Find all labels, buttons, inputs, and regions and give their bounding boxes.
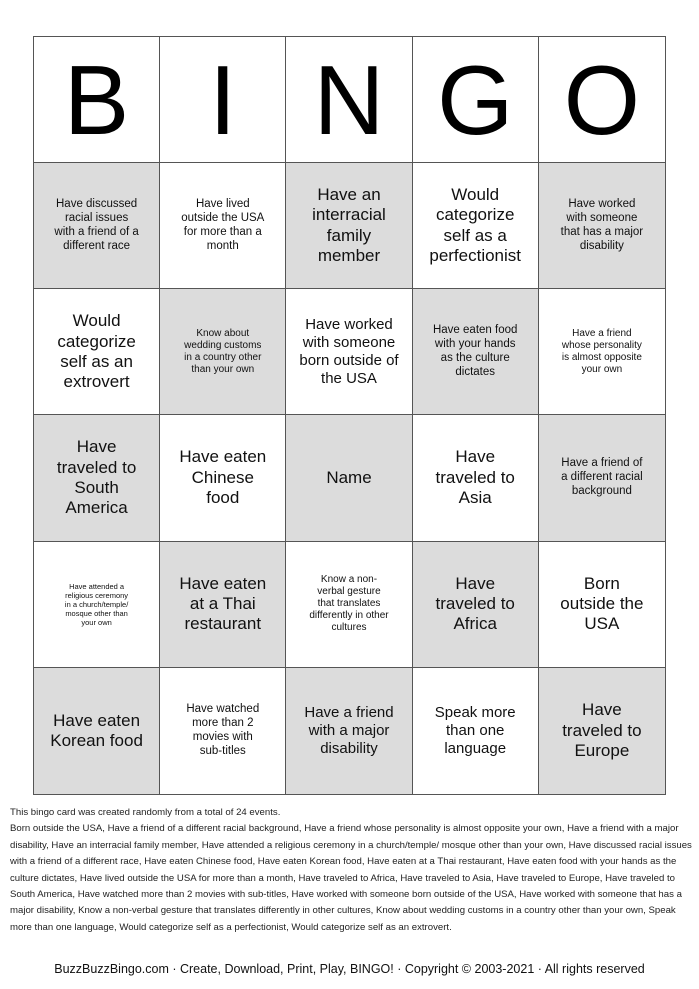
cell-text: Have worked with someone that has a major disability bbox=[560, 198, 644, 252]
bingo-cell bbox=[160, 542, 286, 668]
bingo-cell bbox=[160, 289, 286, 415]
cell-text: Have a friend whose personality is almost opposite your own bbox=[561, 327, 642, 375]
cell-text: Have eaten at a Thai restaurant bbox=[179, 573, 267, 634]
footer: BuzzBuzzBingo.com · Create, Download, Print, Play, BINGO! · Copyright © 2003-2021 · All rights reserved bbox=[54, 962, 645, 976]
bingo-cell bbox=[539, 289, 665, 415]
header-letter-cell bbox=[413, 37, 539, 163]
cell-text: Have worked with someone born outside of the USA bbox=[299, 315, 399, 387]
bingo-cell bbox=[34, 668, 160, 794]
cell-text: Have traveled to Asia bbox=[435, 447, 515, 508]
cell-text: Have attended a religious ceremony in a church/temple/ mosque other than your own bbox=[64, 581, 129, 627]
bingo-cell bbox=[413, 415, 539, 541]
bingo-cell bbox=[286, 163, 412, 289]
description-events-list: Born outside the USA, Have a friend of a different racial background, Have a friend whose personality is almost opposite your own, Have a friend with a major disability, Have an interracial family member, Have attended a religious ceremony in a church/temple/ mosque other than your own, Have discussed racial issues with a friend of a different race, Have eaten Chinese food, Have eaten Korean food, Have eaten at a Thai restaurant, Have eaten food with your hands as the culture dictates, Have lived outside the USA for more than a month, Have traveled to Africa, Have traveled to Asia, Have traveled to Europe, Have traveled to South America, Have watched more than 2 movies with sub-titles, Have worked with someone born outside of the USA, Have worked with someone that has a major disability, Know a non-verbal gesture that translates differently in other cultures, Know about wedding customs in a country other than your own, Speak more than one language, Would categorize self as a perfectionist, Would categorize self as an extrovert. bbox=[10, 823, 692, 933]
header-letter: I bbox=[209, 44, 237, 155]
bingo-cell bbox=[539, 542, 665, 668]
header-letter: N bbox=[313, 44, 385, 155]
bingo-card bbox=[33, 36, 666, 795]
bingo-cell bbox=[34, 542, 160, 668]
header-letter-cell bbox=[160, 37, 286, 163]
cell-text: Have eaten food with your hands as the culture dictates bbox=[432, 324, 518, 378]
free-space-cell bbox=[286, 415, 412, 541]
header-letter: B bbox=[63, 44, 130, 155]
bingo-cell bbox=[539, 163, 665, 289]
header-letter-cell bbox=[286, 37, 412, 163]
bingo-cell bbox=[286, 289, 412, 415]
card-description bbox=[10, 805, 694, 936]
cell-text: Have watched more than 2 movies with sub-titles bbox=[186, 703, 260, 757]
bingo-cell bbox=[413, 668, 539, 794]
cell-text: Born outside the USA bbox=[560, 573, 644, 634]
header-letter: O bbox=[563, 44, 640, 155]
cell-text: Have lived outside the USA for more than a month bbox=[181, 198, 265, 252]
bingo-cell bbox=[539, 668, 665, 794]
bingo-cell bbox=[34, 289, 160, 415]
bingo-cell bbox=[413, 542, 539, 668]
cell-text: Have eaten Chinese food bbox=[179, 447, 267, 508]
cell-text: Know a non-verbal gesture that translates differently in other cultures bbox=[309, 574, 389, 634]
bingo-cell bbox=[286, 542, 412, 668]
description-intro: This bingo card was created randomly from a total of 24 events. bbox=[10, 807, 281, 818]
bingo-cell bbox=[413, 289, 539, 415]
bingo-cell bbox=[34, 415, 160, 541]
header-letter-cell bbox=[539, 37, 665, 163]
cell-text: Have eaten Korean food bbox=[50, 710, 143, 750]
bingo-cell bbox=[539, 415, 665, 541]
bingo-cell bbox=[160, 163, 286, 289]
cell-text: Have traveled to South America bbox=[56, 437, 137, 518]
cell-text: Have traveled to Africa bbox=[435, 573, 515, 634]
cell-text: Have discussed racial issues with a friend of a different race bbox=[54, 198, 139, 252]
cell-text: Have a friend of a different racial background bbox=[561, 457, 643, 497]
cell-text: Have traveled to Europe bbox=[562, 700, 642, 761]
cell-text: Would categorize self as an extrovert bbox=[57, 311, 136, 392]
bingo-cell bbox=[413, 163, 539, 289]
header-letter-cell bbox=[34, 37, 160, 163]
cell-text: Have a friend with a major disability bbox=[304, 703, 394, 757]
bingo-cell bbox=[160, 415, 286, 541]
header-letter: G bbox=[437, 44, 514, 155]
cell-text: Would categorize self as a perfectionist bbox=[429, 184, 522, 266]
bingo-cell bbox=[160, 668, 286, 794]
bingo-cell bbox=[34, 163, 160, 289]
cell-text: Name bbox=[326, 467, 372, 487]
cell-text: Know about wedding customs in a country other than your own bbox=[184, 327, 262, 375]
bingo-cell bbox=[286, 668, 412, 794]
cell-text: Speak more than one language bbox=[434, 703, 516, 757]
cell-text: Have an interracial family member bbox=[312, 184, 386, 266]
